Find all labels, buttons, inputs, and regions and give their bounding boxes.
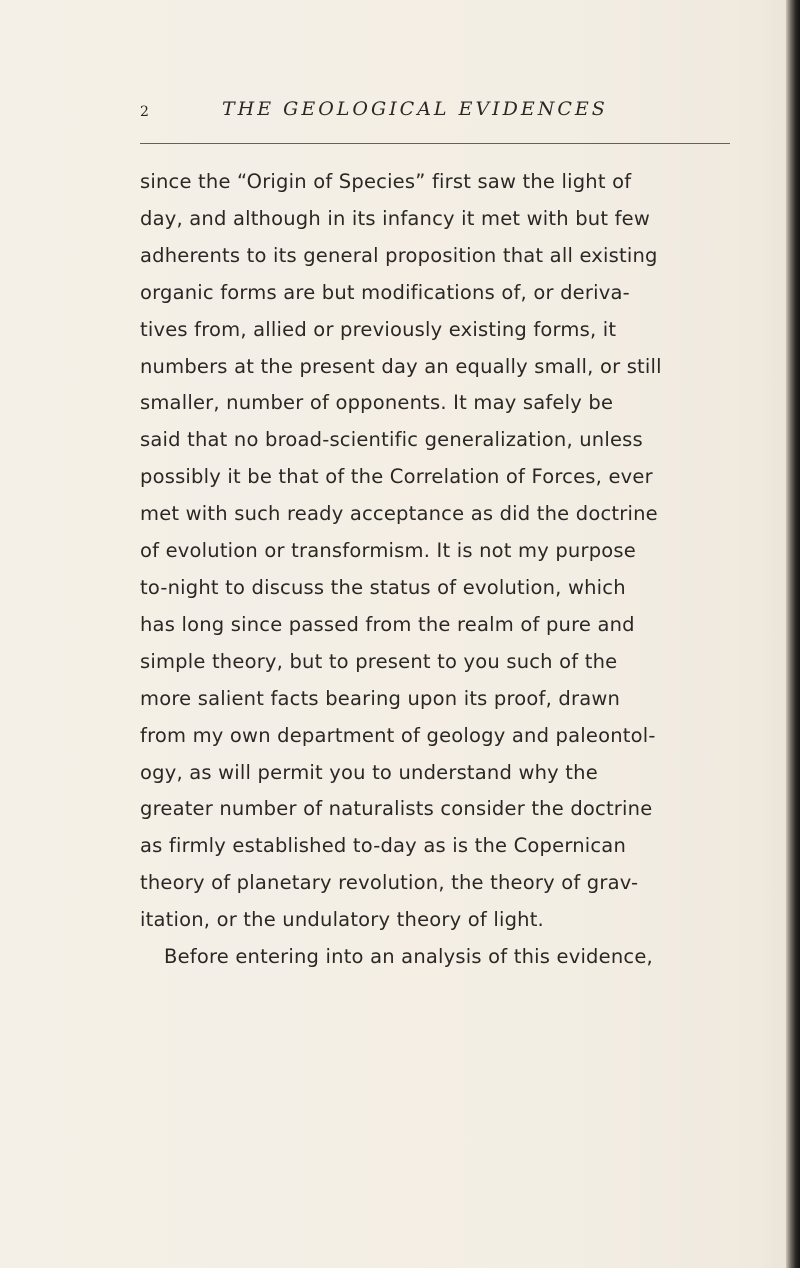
text-line: more salient facts bearing upon its proof, drawn xyxy=(140,686,621,710)
text-line: numbers at the present day an equally small, or still xyxy=(140,354,662,378)
text-line: organic forms are but modifications of, or deriva- xyxy=(140,280,630,304)
paragraph-start-line: Before entering into an analysis of this evidence, xyxy=(164,945,653,969)
text-line: since the “Origin of Species” first saw the light of xyxy=(140,170,632,193)
text-line: simple theory, but to present to you such of the xyxy=(140,649,618,673)
book-edge-shadow xyxy=(786,0,800,1268)
text-line: adherents to its general proposition that all existing xyxy=(140,243,658,267)
text-line: tives from, allied or previously existing forms, it xyxy=(140,317,617,341)
page-number: 2 xyxy=(140,104,150,120)
text-line: met with such ready acceptance as did the doctrine xyxy=(140,502,658,526)
header-rule xyxy=(140,143,730,144)
running-title: THE GEOLOGICAL EVIDENCES xyxy=(222,98,608,120)
text-line: possibly it be that of the Correlation of Forces, ever xyxy=(140,465,653,489)
text-line: day, and although in its infancy it met with but few xyxy=(140,206,651,230)
text-line: has long since passed from the realm of pure and xyxy=(140,612,635,636)
text-line: itation, or the undulatory theory of light. xyxy=(140,908,544,932)
text-line: smaller, number of opponents. It may safely be xyxy=(140,391,614,415)
text-line: to-night to discuss the status of evolution, which xyxy=(140,575,626,599)
text-line: of evolution or transformism. It is not my purpose xyxy=(140,539,636,563)
text-line: theory of planetary revolution, the theory of grav- xyxy=(140,871,639,895)
text-line: greater number of naturalists consider the doctrine xyxy=(140,797,653,821)
text-line: said that no broad-scientific generalization, unless xyxy=(140,428,643,452)
body-text xyxy=(140,164,740,976)
page-header xyxy=(140,98,730,132)
text-line: ogy, as will permit you to understand why the xyxy=(140,760,598,784)
text-line: from my own department of geology and paleontol- xyxy=(140,723,656,747)
text-line: as firmly established to-day as is the Copernican xyxy=(140,834,626,858)
